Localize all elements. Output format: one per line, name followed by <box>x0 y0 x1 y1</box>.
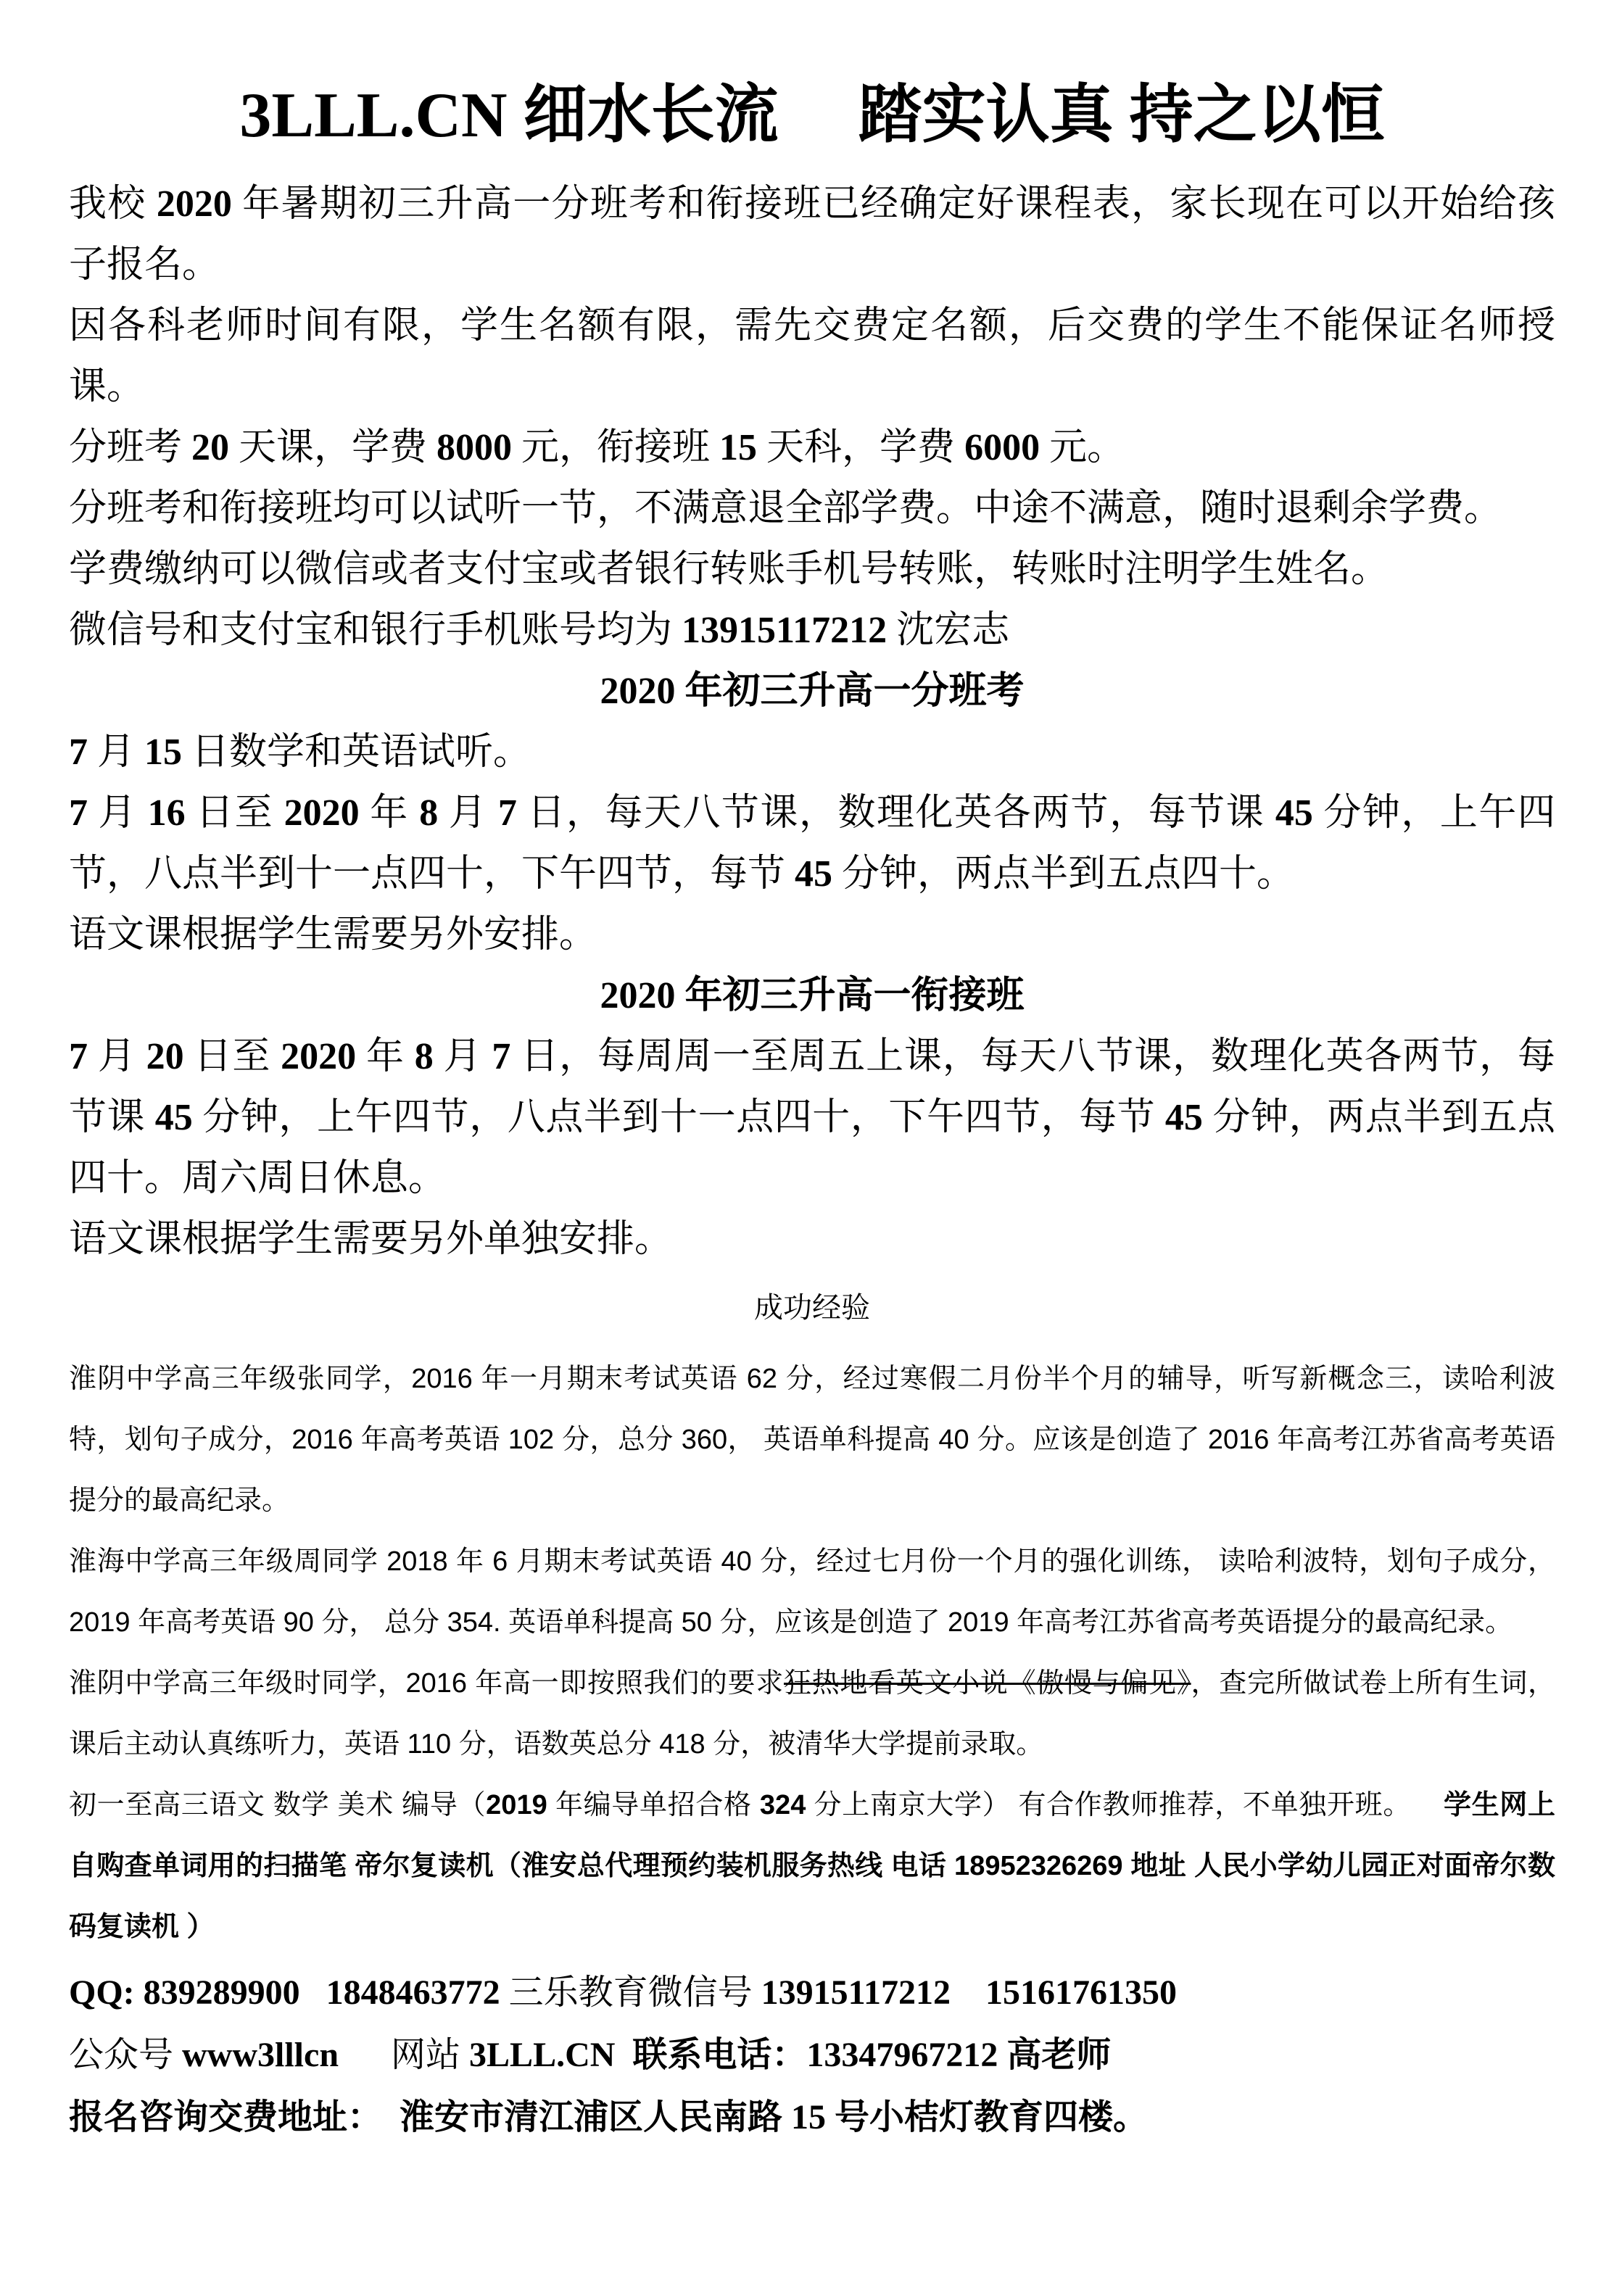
contact-section <box>69 1962 1555 2149</box>
success-heading: 成功经验 <box>754 1292 870 1324</box>
page-title: 3LLL.CN 细水长流 踏实认真 持之以恒 <box>239 80 1385 151</box>
intro-paragraph-4: 分班考和衔接班均可以试听一节，不满意退全部学费。中途不满意，随时退剩余学费。 <box>69 488 1502 529</box>
intro-section <box>69 174 1555 661</box>
address-line <box>69 2086 1555 2149</box>
phone-and-teacher: 联系电话：13347967212 高老师 <box>615 2036 1112 2074</box>
bridge-class-heading: 2020 年初三升高一衔接班 <box>600 975 1025 1016</box>
courses-text-1: 初一至高三语文 数学 美术 编导（ <box>69 1790 487 1820</box>
placement-exam-paragraph-2: 7 月 16 日至 2020 年 8 月 7 日，每天八节课，数理化英各两节，每节课 45 分钟，上午四节，八点半到十一点四十，下午四节，每节 45 分钟，两点半到五点四十。 <box>69 792 1555 895</box>
courses-number-2: 324 <box>759 1790 806 1820</box>
gzh-label: 公众号 <box>69 2036 183 2074</box>
courses-text-3: 分上南京大学） 有合作教师推荐，不单独开班。 <box>806 1790 1444 1820</box>
success-section <box>69 1277 1555 1957</box>
wechat-numbers: 13915117212 15161761350 <box>761 1973 1178 2012</box>
intro-paragraph-2: 因各科老师时间有限，学生名额有限，需先交费定名额，后交费的学生不能保证名师授课。 <box>69 305 1555 407</box>
placement-exam-heading: 2020 年初三升高一分班考 <box>600 671 1025 712</box>
courses-paragraph <box>69 1775 1555 1957</box>
courses-number-1: 2019 <box>486 1790 547 1820</box>
placement-exam-section <box>69 661 1555 966</box>
site-label: 网站 <box>339 2036 470 2074</box>
address-text: 报名咨询交费地址： 淮安市清江浦区人民南路 15 号小桔灯教育四楼。 <box>69 2098 1149 2137</box>
site-value: 3LLL.CN <box>469 2036 616 2074</box>
story-3-suffix: ，查完所做试卷上所有生词，课后主动认真练听力，英语 110 分，语数英总分 418 分，被清华大学提前录取。 <box>69 1668 1555 1760</box>
bridge-class-paragraph-1: 7 月 20 日至 2020 年 8 月 7 日，每周周一至周五上课，每天八节课，数理化英各两节，每节课 45 分钟，上午四节，八点半到十一点四十，下午四节，每节 45 分钟，两点半到五点四十。周六周日休息。 <box>69 1036 1555 1199</box>
story-3-prefix: 淮阴中学高三年级时同学，2016 年高一即按照我们的要求 <box>69 1668 784 1699</box>
intro-paragraph-3: 分班考 20 天课，学费 8000 元，衔接班 15 天科，学费 6000 元。 <box>69 427 1125 468</box>
intro-paragraph-1: 我校 2020 年暑期初三升高一分班考和衔接班已经确定好课程表，家长现在可以开始给孩子报名。 <box>69 183 1555 286</box>
wechat-label: 三乐教育微信号 <box>508 1973 761 2012</box>
qq-line <box>69 1962 1555 2024</box>
website-line <box>69 2024 1555 2086</box>
success-story-3 <box>69 1653 1555 1775</box>
success-story-1: 淮阴中学高三年级张同学，2016 年一月期末考试英语 62 分，经过寒假二月份半个月的辅导，听写新概念三，读哈利波特，划句子成分，2016 年高考英语 102 分，总分 360， 英语单科提高 40 分。应该是创造了 2016 年高考江苏省高考英语提分的最高纪录。 <box>69 1364 1555 1516</box>
gzh-value: www3lllcn <box>182 2036 339 2074</box>
intro-paragraph-6: 微信号和支付宝和银行手机账号均为 13915117212 沈宏志 <box>69 610 1010 651</box>
bridge-class-section <box>69 966 1555 1270</box>
bridge-class-paragraph-2: 语文课根据学生需要另外单独安排。 <box>69 1219 673 1260</box>
success-story-2: 淮海中学高三年级周同学 2018 年 6 月期末考试英语 40 分，经过七月份一个月的强化训练， 读哈利波特，划句子成分，2019 年高考英语 90 分， 总分 354. 英语单科提高 50 分，应该是创造了 2019 年高考江苏省高考英语提分的最高纪录。 <box>69 1546 1555 1638</box>
qq-numbers: QQ: 839289900 1848463772 <box>69 1973 509 2012</box>
story-3-strikethrough-text: 狂热地看英文小说《傲慢与偏见》 <box>783 1668 1191 1699</box>
intro-paragraph-5: 学费缴纳可以微信或者支付宝或者银行转账手机号转账，转账时注明学生姓名。 <box>69 549 1389 590</box>
courses-text-2: 年编导单招合格 <box>547 1790 760 1820</box>
courses-bold-text: 学生网上自购查单词用的扫描笔 帝尔复读机（淮安总代理预约装机服务热线 电话 18952326269 地址 人民小学幼儿园正对面帝尔数码复读机 ） <box>69 1790 1555 1942</box>
placement-exam-paragraph-1: 7 月 15 日数学和英语试听。 <box>69 732 531 773</box>
placement-exam-paragraph-3: 语文课根据学生需要另外安排。 <box>69 914 597 956</box>
